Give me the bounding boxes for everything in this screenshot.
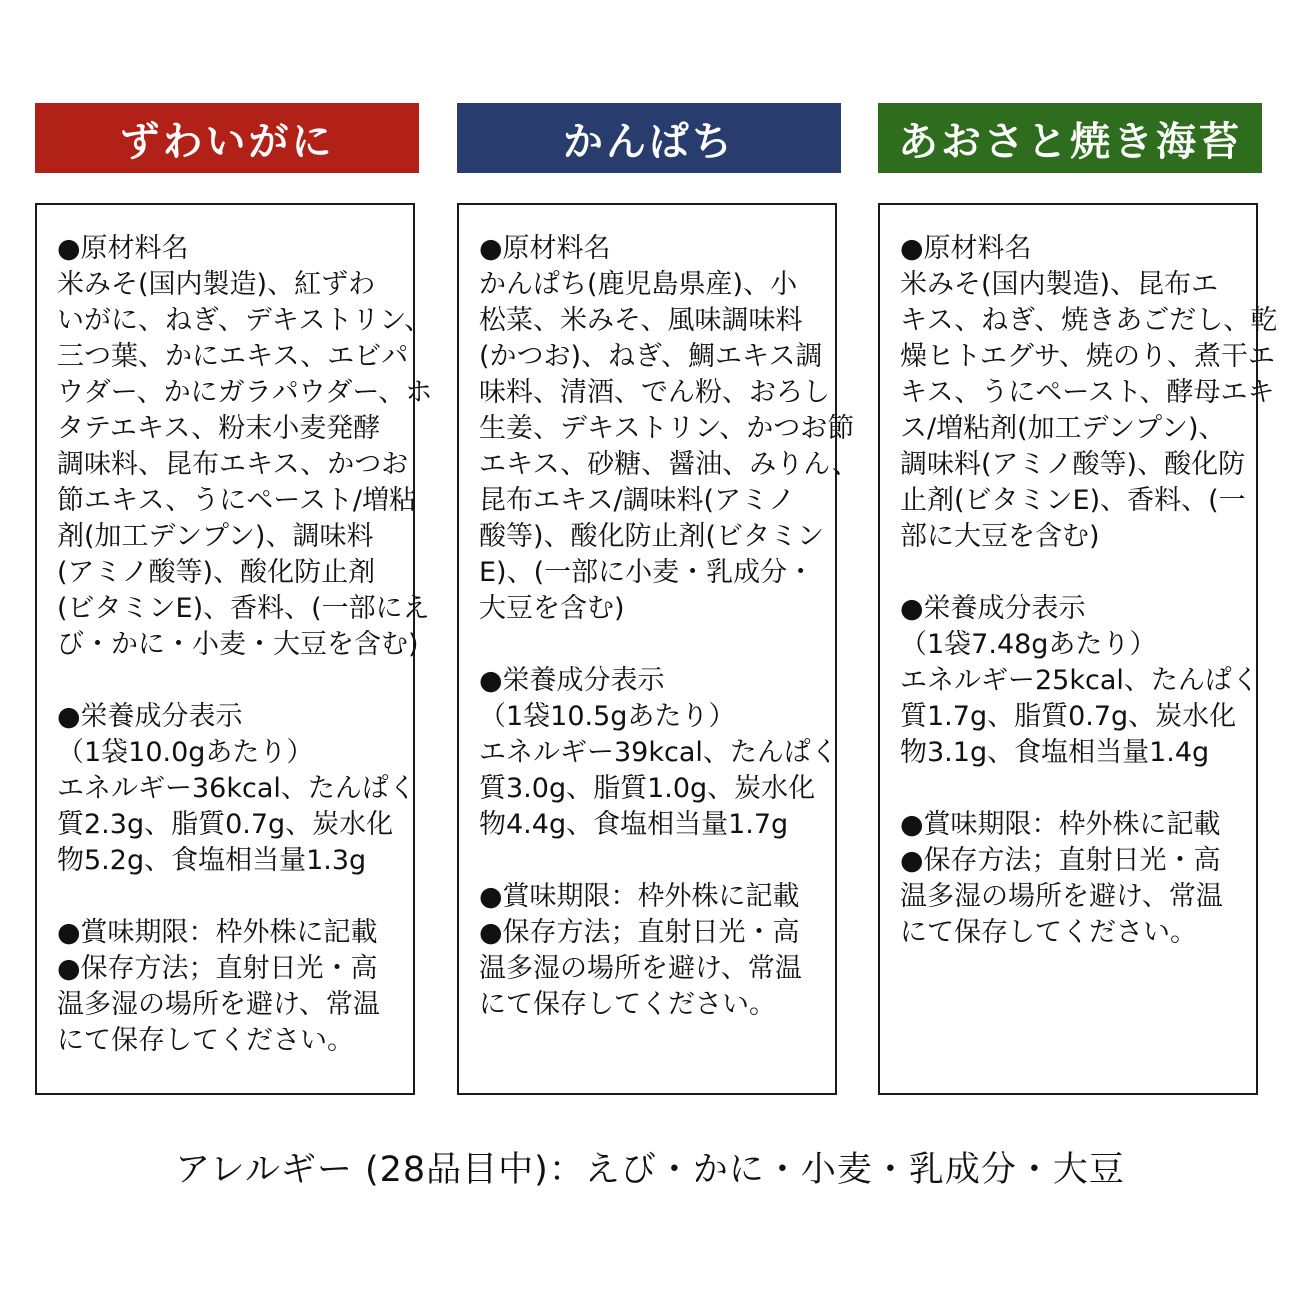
product-label-box	[457, 203, 859, 1095]
nutrition-line: 質3.0g、脂質1.0g、炭水化	[479, 773, 816, 804]
nutrition-line: 物4.4g、食塩相当量1.7g	[479, 809, 789, 840]
ingredients-line: 米みそ(国内製造)、紅ずわ	[57, 269, 376, 300]
nutrition-section	[57, 699, 416, 879]
ingredients-line: 三つ葉、かにエキス、エビパ	[57, 341, 409, 372]
storage-line: ●賞味期限：枠外株に記載	[900, 809, 1221, 840]
ingredients-line: 剤(加工デンプン)、調味料	[57, 521, 374, 552]
storage-section	[479, 879, 821, 1023]
ingredients-line: いがに、ねぎ、デキストリン、	[57, 305, 432, 336]
nutrition-section	[900, 591, 1259, 771]
ingredients-line: (かつお)、ねぎ、鯛エキス調	[479, 341, 823, 372]
ingredients-line: 松菜、米みそ、風味調味料	[479, 305, 803, 336]
storage-line: ●賞味期限：枠外株に記載	[57, 917, 378, 948]
ingredients-line: 調味料(アミノ酸等)、酸化防	[900, 449, 1246, 480]
nutrition-line: エネルギー39kcal、たんぱく	[479, 737, 838, 768]
ingredients-line: キス、ねぎ、焼きあごだし、乾	[900, 305, 1278, 336]
product-column	[457, 103, 859, 1020]
storage-line: 温多湿の場所を避け、常温	[479, 953, 802, 984]
nutrition-line: 物5.2g、食塩相当量1.3g	[57, 845, 367, 876]
storage-section	[900, 807, 1242, 951]
nutrition-heading: ●栄養成分表示	[57, 701, 243, 732]
storage-line: にて保存してください。	[57, 1025, 354, 1056]
ingredients-line: 部に大豆を含む)	[900, 521, 1100, 552]
allergy-note: アレルギー (28品目中)：えび・かに・小麦・乳成分・大豆	[175, 1150, 1125, 1190]
ingredients-line: ス/増粘剤(加工デンプン)、	[900, 413, 1226, 444]
ingredients-line: 酸等)、酸化防止剤(ビタミン	[479, 521, 825, 552]
ingredients-line: 止剤(ビタミンE)、香料、(一	[900, 485, 1246, 516]
storage-line: にて保存してください。	[479, 989, 776, 1020]
ingredients-line: 昆布エキス/調味料(アミノ	[479, 485, 796, 516]
nutrition-heading: ●栄養成分表示	[479, 665, 665, 696]
product-name-header: あおさと焼き海苔	[878, 103, 1262, 173]
nutrition-line: 物3.1g、食塩相当量1.4g	[900, 737, 1210, 768]
nutrition-line: 質1.7g、脂質0.7g、炭水化	[900, 701, 1237, 732]
nutrition-heading: ●栄養成分表示	[900, 593, 1086, 624]
ingredients-section	[57, 231, 433, 663]
nutrition-line: エネルギー25kcal、たんぱく	[900, 665, 1259, 696]
ingredients-line: キス、うにペースト、酵母エキ	[900, 377, 1275, 408]
product-label-box	[878, 203, 1278, 1095]
ingredients-line: 米みそ(国内製造)、昆布エ	[900, 269, 1219, 300]
product-column	[35, 103, 433, 1056]
ingredients-line: 節エキス、うにペースト/増粘	[57, 485, 417, 516]
nutrition-line: （1袋7.48gあたり）	[900, 629, 1157, 660]
storage-line: ●賞味期限：枠外株に記載	[479, 881, 800, 912]
ingredients-line: 燥ヒトエグサ、焼のり、煮干エ	[900, 341, 1276, 372]
ingredients-heading: ●原材料名	[57, 233, 189, 264]
storage-line: ●保存方法；直射日光・高	[57, 953, 378, 984]
product-name-header: ずわいがに	[35, 103, 419, 173]
product-column	[878, 103, 1278, 948]
product-label-box	[35, 203, 433, 1095]
nutrition-line: エネルギー36kcal、たんぱく	[57, 773, 416, 804]
ingredients-line: 調味料、昆布エキス、かつお	[57, 449, 409, 480]
ingredients-line: タテエキス、粉末小麦発酵	[57, 413, 381, 444]
ingredients-line: び・かに・小麦・大豆を含む)	[57, 629, 419, 660]
ingredients-line: エキス、砂糖、醤油、みりん、	[479, 449, 859, 480]
nutrition-section	[479, 663, 838, 843]
product-name-header: かんぱち	[457, 103, 841, 173]
ingredients-line: 大豆を含む)	[479, 593, 625, 624]
storage-line: 温多湿の場所を避け、常温	[900, 881, 1223, 912]
ingredients-line: E)、(一部に小麦・乳成分・	[479, 557, 815, 588]
nutrition-line: 質2.3g、脂質0.7g、炭水化	[57, 809, 394, 840]
ingredients-line: (アミノ酸等)、酸化防止剤	[57, 557, 376, 588]
ingredients-section	[479, 231, 859, 627]
storage-line: 温多湿の場所を避け、常温	[57, 989, 380, 1020]
nutrition-line: （1袋10.5gあたり）	[479, 701, 736, 732]
ingredients-line: (ビタミンE)、香料、(一部にえ	[57, 593, 430, 624]
storage-section	[57, 915, 399, 1059]
nutrition-line: （1袋10.0gあたり）	[57, 737, 314, 768]
ingredients-heading: ●原材料名	[479, 233, 611, 264]
storage-line: ●保存方法；直射日光・高	[479, 917, 800, 948]
ingredients-section	[900, 231, 1278, 555]
storage-line: ●保存方法；直射日光・高	[900, 845, 1221, 876]
storage-line: にて保存してください。	[900, 917, 1197, 948]
ingredients-line: 生姜、デキストリン、かつお節	[479, 413, 855, 444]
ingredients-line: 味料、清酒、でん粉、おろし	[479, 377, 830, 408]
ingredients-line: かんぱち(鹿児島県産)、小	[479, 269, 798, 300]
ingredients-heading: ●原材料名	[900, 233, 1032, 264]
ingredients-line: ウダー、かにガラパウダー、ホ	[57, 377, 433, 408]
